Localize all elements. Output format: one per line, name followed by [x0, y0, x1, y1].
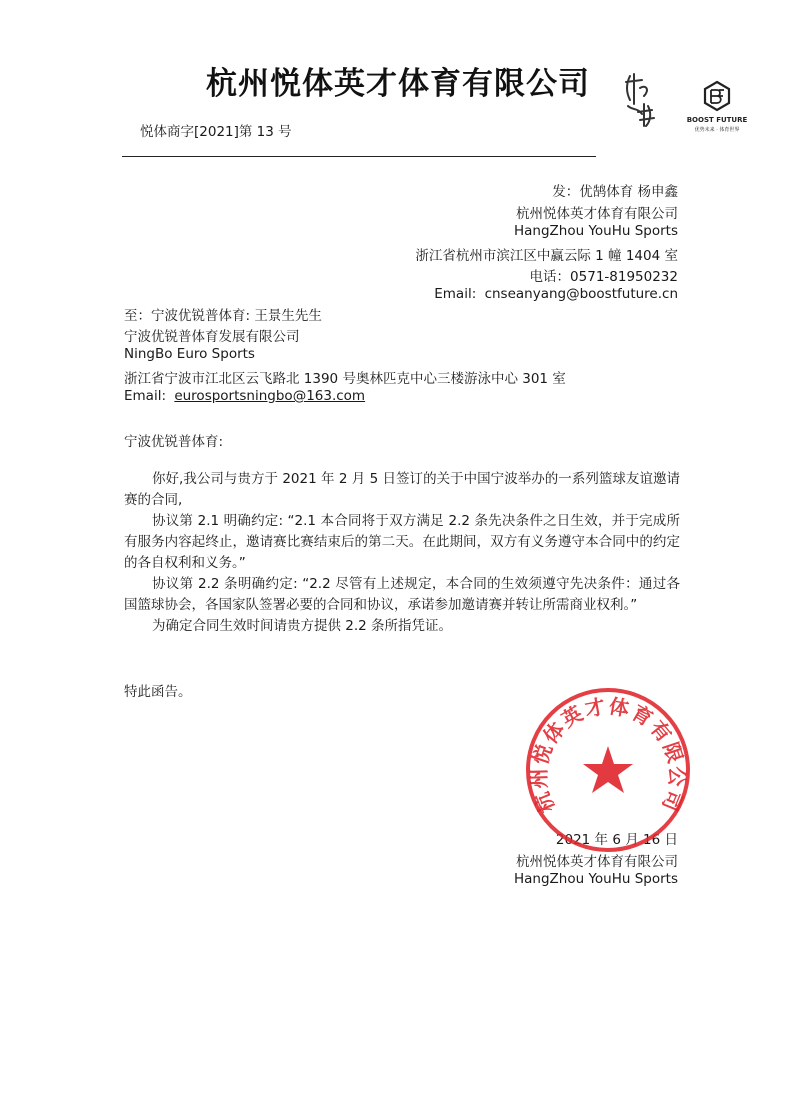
boost-future-logo [686, 78, 748, 134]
signature-company-en: HangZhou YouHu Sports [513, 871, 678, 887]
body-paragraph-2: 协议第 2.1 明确约定: “2.1 本合同将于双方满足 2.2 条先决条件之日生效，并于完成所有服务内容起终止，邀请赛比赛结束后的第二天。在此期间，双方有义务遵守本合同中的约定的各自权利和义务。” [124, 513, 680, 571]
recipient-email-row [124, 388, 365, 404]
closing-line: 特此函告。 [124, 684, 192, 700]
logo-brand-name: BOOST FUTURE [686, 116, 748, 124]
recipient-company: 宁波优锐普体育发展有限公司 [124, 329, 300, 345]
body-paragraph-3: 协议第 2.2 条明确约定: “2.2 尽管有上述规定，本合同的生效须遵守先决条件：通过各国篮球协会，各国家队签署必要的合同和协议，承诺参加邀请赛并转让所需商业权利。” [124, 576, 680, 613]
sender-name: 发：优鹄体育 杨申鑫 [552, 184, 678, 200]
company-seal [524, 686, 692, 854]
reference-number: 悦体商字[2021]第 13 号 [140, 124, 292, 140]
header-divider [122, 156, 596, 157]
sender-company: 杭州悦体英才体育有限公司 [516, 206, 678, 222]
body-paragraph-1: 你好,我公司与贵方于 2021 年 2 月 5 日签订的关于中国宁波举办的一系列篮球友谊邀请赛的合同, [124, 471, 680, 508]
sender-address: 浙江省杭州市滨江区中赢云际 1 幢 1404 室 [415, 248, 678, 264]
recipient-name: 至：宁波优锐普体育: 王景生先生 [124, 308, 322, 324]
sender-email-label: Email: [434, 286, 477, 302]
recipient-address: 浙江省宁波市江北区云飞路北 1390 号奥林匹克中心三楼游泳中心 301 室 [124, 371, 566, 387]
sender-phone: 电话：0571-81950232 [529, 269, 678, 285]
signature-date: 2021 年 6 月 16 日 [555, 832, 678, 848]
recipient-email-label: Email: [124, 388, 167, 404]
recipient-email-link[interactable]: eurosportsningbo@163.com [174, 388, 366, 404]
salutation: 宁波优锐普体育: [124, 434, 224, 450]
sender-email: cnseanyang@boostfuture.cn [484, 286, 678, 302]
sender-email-row [434, 286, 678, 302]
body-paragraph-4: 为确定合同生效时间请贵方提供 2.2 条所指凭证。 [152, 618, 453, 634]
signature-company: 杭州悦体英才体育有限公司 [516, 854, 678, 870]
sender-company-en: HangZhou YouHu Sports [513, 223, 678, 239]
company-title: 杭州悦体英才体育有限公司 [206, 66, 590, 102]
seal-text: 杭州悦体英才体育有限公司 [526, 693, 690, 817]
recipient-company-en: NingBo Euro Sports [124, 346, 255, 362]
logo-brand-tagline: 优势未来 · 体育世界 [694, 127, 740, 133]
calligraphy-logo [620, 70, 660, 130]
